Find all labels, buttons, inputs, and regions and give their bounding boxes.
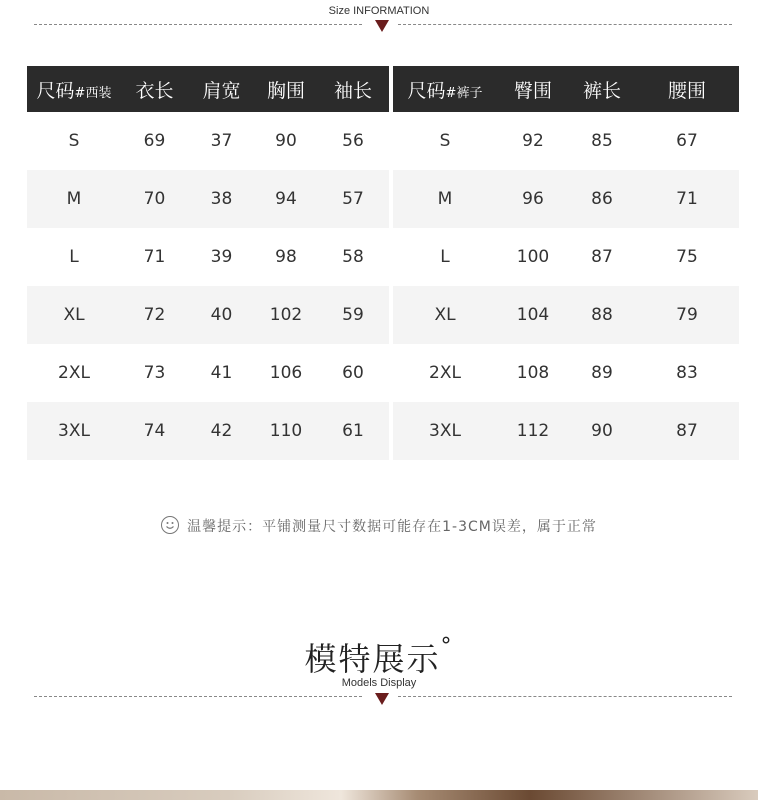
pants-table-cell: S <box>439 131 451 151</box>
pants-header-waist: 腰围 <box>635 66 739 112</box>
suit-table-cell: 41 <box>210 363 233 383</box>
pants-table-cell: 96 <box>497 170 569 228</box>
pants-table-cell: 87 <box>635 402 739 460</box>
suit-table-cell: 3XL <box>27 402 121 460</box>
pants-header-hip: 臀围 <box>497 66 569 112</box>
size-info-label: Size INFORMATION <box>328 5 430 17</box>
pants-table-cell: 87 <box>591 247 613 267</box>
suit-table-cell: 74 <box>121 402 188 460</box>
suit-header-length: 衣长 <box>121 66 188 112</box>
suit-table-cell: S <box>68 131 80 151</box>
models-subtitle: Models Display <box>341 677 417 689</box>
suit-table-cell: 90 <box>275 131 297 151</box>
suit-table-row <box>27 402 389 460</box>
suit-table-cell: 40 <box>188 286 255 344</box>
pants-table-cell: 71 <box>635 170 739 228</box>
suit-table-cell: 37 <box>210 131 233 151</box>
suit-table-cell: 71 <box>143 247 166 267</box>
pants-table-row <box>393 344 739 402</box>
pants-size-table <box>393 66 739 460</box>
pants-table-cell: 3XL <box>393 402 497 460</box>
size-tables <box>27 66 739 480</box>
pants-table-row <box>393 170 739 228</box>
pants-header-size: 尺码#裤子 <box>393 66 497 112</box>
suit-table-row <box>27 112 389 170</box>
suit-table-cell: 73 <box>143 363 166 383</box>
pants-table-cell: 67 <box>676 131 698 151</box>
measurement-tip <box>0 516 758 536</box>
pants-table-cell: 75 <box>676 247 698 267</box>
suit-header-chest: 胸围 <box>255 66 317 112</box>
suit-table-cell: M <box>27 170 121 228</box>
pants-table-row <box>393 286 739 344</box>
pants-table-cell: 108 <box>516 363 550 383</box>
pants-table-cell: M <box>393 170 497 228</box>
pants-table-cell: 88 <box>569 286 635 344</box>
suit-table-cell: 70 <box>121 170 188 228</box>
pants-table-cell: 104 <box>497 286 569 344</box>
suit-size-table <box>27 66 389 460</box>
suit-header-shoulder: 肩宽 <box>188 66 255 112</box>
models-title: 模特展示° <box>304 634 454 678</box>
suit-table-cell: 2XL <box>58 363 90 383</box>
suit-table-cell: 61 <box>317 402 389 460</box>
pants-table-cell: 112 <box>497 402 569 460</box>
suit-table-row <box>27 170 389 228</box>
suit-table-cell: 98 <box>275 247 297 267</box>
pants-table-cell: XL <box>393 286 497 344</box>
model-photo-preview <box>0 790 758 800</box>
pants-table-row <box>393 112 739 170</box>
pants-table-cell: 79 <box>635 286 739 344</box>
pants-table-cell: 92 <box>522 131 544 151</box>
suit-table-cell: XL <box>27 286 121 344</box>
pants-table-row <box>393 228 739 286</box>
suit-table-row <box>27 286 389 344</box>
models-divider-right <box>398 696 732 697</box>
triangle-marker-icon <box>375 20 389 32</box>
suit-table-row <box>27 344 389 402</box>
suit-table-cell: 58 <box>342 247 364 267</box>
smiley-icon <box>161 516 179 534</box>
suit-table-cell: 42 <box>188 402 255 460</box>
pants-header-length: 裤长 <box>569 66 635 112</box>
divider-right <box>398 24 732 25</box>
pants-table-row <box>393 402 739 460</box>
suit-table-header <box>27 66 389 112</box>
pants-table-cell: 100 <box>516 247 550 267</box>
models-divider-left <box>34 696 362 697</box>
pants-table-cell: 83 <box>676 363 698 383</box>
models-display-header <box>0 676 758 716</box>
suit-header-sleeve: 袖长 <box>317 66 389 112</box>
suit-table-cell: 110 <box>255 402 317 460</box>
suit-table-cell: L <box>69 247 79 267</box>
pants-table-cell: 89 <box>591 363 613 383</box>
suit-table-row <box>27 228 389 286</box>
suit-table-cell: 94 <box>255 170 317 228</box>
pants-table-cell: 85 <box>591 131 613 151</box>
suit-table-cell: 106 <box>269 363 303 383</box>
pants-table-cell: 86 <box>569 170 635 228</box>
suit-table-cell: 57 <box>317 170 389 228</box>
suit-table-cell: 102 <box>255 286 317 344</box>
pants-table-cell: L <box>440 247 450 267</box>
suit-table-cell: 72 <box>121 286 188 344</box>
pants-table-header <box>393 66 739 112</box>
suit-table-cell: 60 <box>342 363 364 383</box>
pants-table-cell: 2XL <box>429 363 461 383</box>
suit-table-cell: 69 <box>143 131 166 151</box>
suit-table-cell: 59 <box>317 286 389 344</box>
models-triangle-marker-icon <box>375 693 389 705</box>
size-info-header <box>0 0 758 40</box>
suit-table-cell: 56 <box>342 131 364 151</box>
suit-table-cell: 38 <box>188 170 255 228</box>
pants-table-cell: 90 <box>569 402 635 460</box>
suit-table-cell: 39 <box>210 247 233 267</box>
suit-header-size: 尺码#西装 <box>27 66 121 112</box>
tip-text: 温馨提示：平铺测量尺寸数据可能存在1-3CM误差，属于正常 <box>187 519 597 535</box>
divider-left <box>34 24 362 25</box>
